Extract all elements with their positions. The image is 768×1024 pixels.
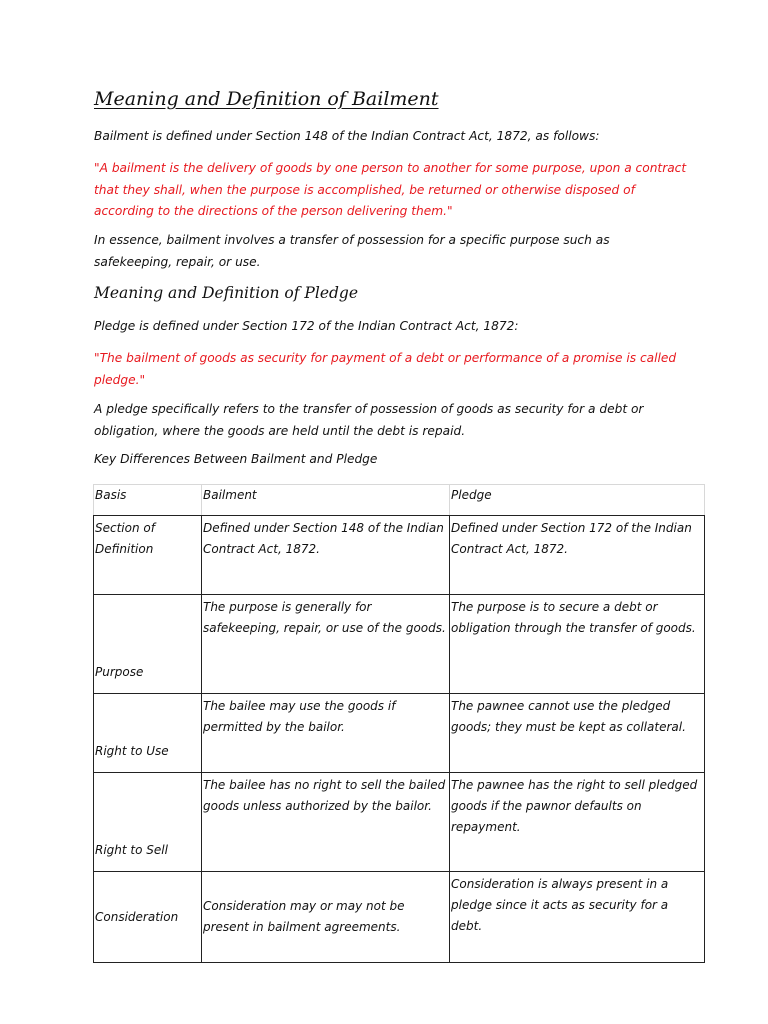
- header-pledge: Pledge: [450, 485, 705, 516]
- pledge-quote: "The bailment of goods as security for payment of a debt or performance of a promise is called pledge.": [94, 351, 677, 387]
- bailment-cell: Defined under Section 148 of the Indian Contract Act, 1872.: [202, 516, 450, 595]
- pledge-essence: A pledge specifically refers to the transfer of possession of goods as security for a debt or obligation, where the goods are held until the debt is repaid.: [94, 402, 644, 438]
- differences-table: [93, 484, 705, 963]
- basis-cell: Consideration: [94, 872, 202, 963]
- pledge-cell: Consideration is always present in a pledge since it acts as security for a debt.: [450, 872, 705, 963]
- pledge-cell: The pawnee cannot use the pledged goods; they must be kept as collateral.: [450, 694, 705, 773]
- bailment-intro: Bailment is defined under Section 148 of the Indian Contract Act, 1872, as follows:: [94, 129, 600, 143]
- header-basis: Basis: [94, 485, 202, 516]
- pledge-cell: Defined under Section 172 of the Indian Contract Act, 1872.: [450, 516, 705, 595]
- bailment-essence: In essence, bailment involves a transfer of possession for a specific purpose such as safekeeping, repair, or use.: [94, 233, 610, 269]
- basis-cell: Purpose: [94, 595, 202, 694]
- basis-cell: Section of Definition: [94, 516, 202, 595]
- bailment-cell: The purpose is generally for safekeeping, repair, or use of the goods.: [202, 595, 450, 694]
- header-bailment: Bailment: [202, 485, 450, 516]
- page-title: Meaning and Definition of Bailment: [94, 88, 439, 110]
- pledge-intro: Pledge is defined under Section 172 of the Indian Contract Act, 1872:: [94, 319, 519, 333]
- bailment-cell: Consideration may or may not be present in bailment agreements.: [202, 872, 450, 963]
- bailment-quote: "A bailment is the delivery of goods by one person to another for some purpose, upon a contract that they shall, when the purpose is accomplished, be returned or otherwise disposed of according to the directions of the person delivering them.": [94, 161, 687, 218]
- table-header-row: [94, 485, 705, 516]
- table-row: [94, 516, 705, 595]
- bailment-cell: The bailee may use the goods if permitted by the bailor.: [202, 694, 450, 773]
- table-row: [94, 872, 705, 963]
- table-row: [94, 773, 705, 872]
- basis-cell: Right to Use: [94, 694, 202, 773]
- table-row: [94, 694, 705, 773]
- pledge-cell: The purpose is to secure a debt or obligation through the transfer of goods.: [450, 595, 705, 694]
- basis-cell: Right to Sell: [94, 773, 202, 872]
- bailment-cell: The bailee has no right to sell the bailed goods unless authorized by the bailor.: [202, 773, 450, 872]
- table-title: Key Differences Between Bailment and Pledge: [94, 452, 378, 466]
- pledge-cell: The pawnee has the right to sell pledged goods if the pawnor defaults on repayment.: [450, 773, 705, 872]
- table-row: [94, 595, 705, 694]
- pledge-heading: Meaning and Definition of Pledge: [94, 284, 359, 302]
